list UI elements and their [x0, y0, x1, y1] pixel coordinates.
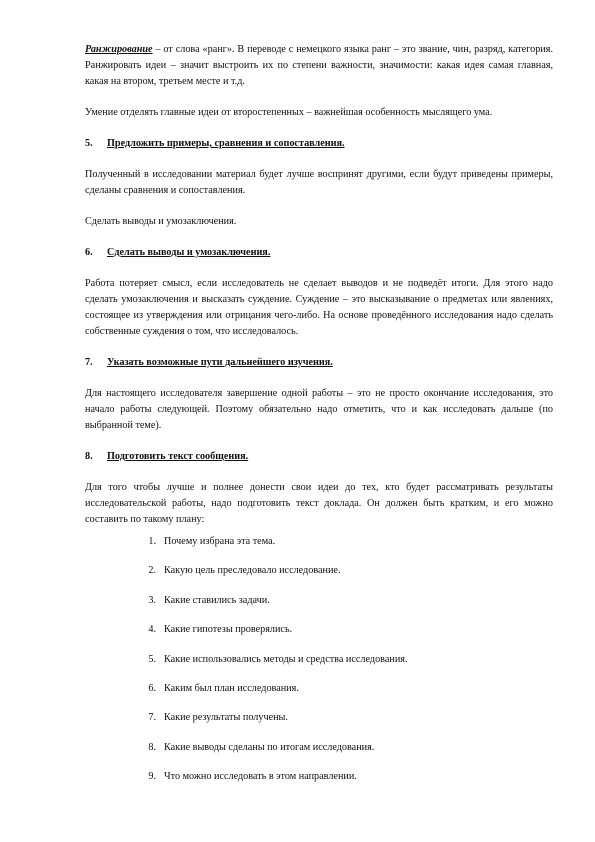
list-item	[134, 622, 514, 638]
list-item	[134, 534, 514, 550]
heading-8-text: Подготовить текст сообщения.	[107, 451, 249, 462]
paragraph-further-study: Для настоящего исследователя завершение одной работы – это не просто окончание исследования, это начало работы следующей. Поэтому обязательно надо отметить, что и как исследовать дальше (по выбранной теме).	[85, 388, 553, 431]
heading-6-text: Сделать выводы и умозаключения.	[107, 247, 271, 258]
heading-7	[85, 355, 553, 371]
list-item-number: 4.	[148, 624, 156, 636]
paragraph-ranking-text: – от слова «ранг». В переводе с немецкого языка ранг – это звание, чин, разряд, категория. Ранжировать идеи – значит выстроить их по степени важности, значимости: какая идея самая главная, какая на втором, третьем месте и т.д.	[85, 44, 553, 87]
paragraph-examples: Полученный в исследовании материал будет лучше воспринят другими, если будут приведены примеры, сделаны сравнения и сопоставления.	[85, 169, 553, 196]
list-item	[134, 593, 514, 609]
list-item-text: Какие гипотезы проверялись.	[164, 624, 293, 636]
list-item	[134, 563, 514, 579]
paragraph-main-ideas: Умение отделять главные идеи от второстепенных – важнейшая особенность мыслящего ума.	[85, 107, 493, 118]
paragraph-conclusions-line: Сделать выводы и умозаключения.	[85, 216, 237, 227]
list-item-number: 1.	[148, 536, 156, 547]
paragraph-judgement: Работа потеряет смысл, если исследователь не сделает выводов и не подведёт итоги. Для этого надо сделать умозаключения и высказать суждение. Суждение – это высказывание о предметах или явлениях, состоящее из утверждения или отрицания чего-либо. На основе проведённого исследования надо сделать собственные суждения о том, что исследовалось.	[85, 278, 553, 337]
list-item-text: Какие ставились задачи.	[164, 594, 270, 606]
heading-5-number: 5.	[85, 138, 93, 149]
list-item	[134, 740, 514, 756]
list-item-number: 7.	[148, 712, 156, 724]
list-item-number: 2.	[148, 565, 156, 577]
paragraph-ranking	[85, 42, 553, 90]
list-item-number: 3.	[148, 594, 156, 606]
list-item-text: Почему избрана эта тема.	[164, 536, 276, 547]
heading-7-text: Указать возможные пути дальнейшего изучения.	[107, 357, 333, 368]
list-item-number: 6.	[148, 682, 156, 694]
list-item	[134, 681, 514, 697]
list-item-text: Какие использовались методы и средства исследования.	[164, 653, 408, 665]
heading-6	[85, 245, 553, 261]
list-item	[134, 710, 514, 726]
document-body	[85, 42, 553, 528]
list-item-text: Каким был план исследования.	[164, 682, 299, 694]
term-ranking: Ранжирование	[85, 44, 153, 55]
list-item-number: 8.	[148, 741, 156, 753]
list-item-text: Какие выводы сделаны по итогам исследования.	[164, 741, 375, 753]
heading-8-number: 8.	[85, 451, 93, 462]
list-item-text: Какие результаты получены.	[164, 712, 288, 724]
heading-5	[85, 136, 553, 152]
list-item-number: 9.	[148, 771, 156, 783]
report-plan-list	[134, 534, 514, 799]
paragraph-report: Для того чтобы лучше и полнее донести свои идеи до тех, кто будет рассматривать результаты исследовательской работы, надо подготовить текст доклада. Он должен быть кратким, и его можно составить по такому плану:	[85, 482, 553, 525]
list-item	[134, 652, 514, 668]
heading-5-text: Предложить примеры, сравнения и сопоставления.	[107, 138, 345, 149]
heading-7-number: 7.	[85, 357, 93, 368]
list-item-text: Какую цель преследовало исследование.	[164, 565, 341, 577]
list-item	[134, 769, 514, 785]
heading-6-number: 6.	[85, 247, 93, 258]
list-item-number: 5.	[148, 653, 156, 665]
list-item-text: Что можно исследовать в этом направлении.	[164, 771, 357, 783]
heading-8	[85, 449, 553, 465]
